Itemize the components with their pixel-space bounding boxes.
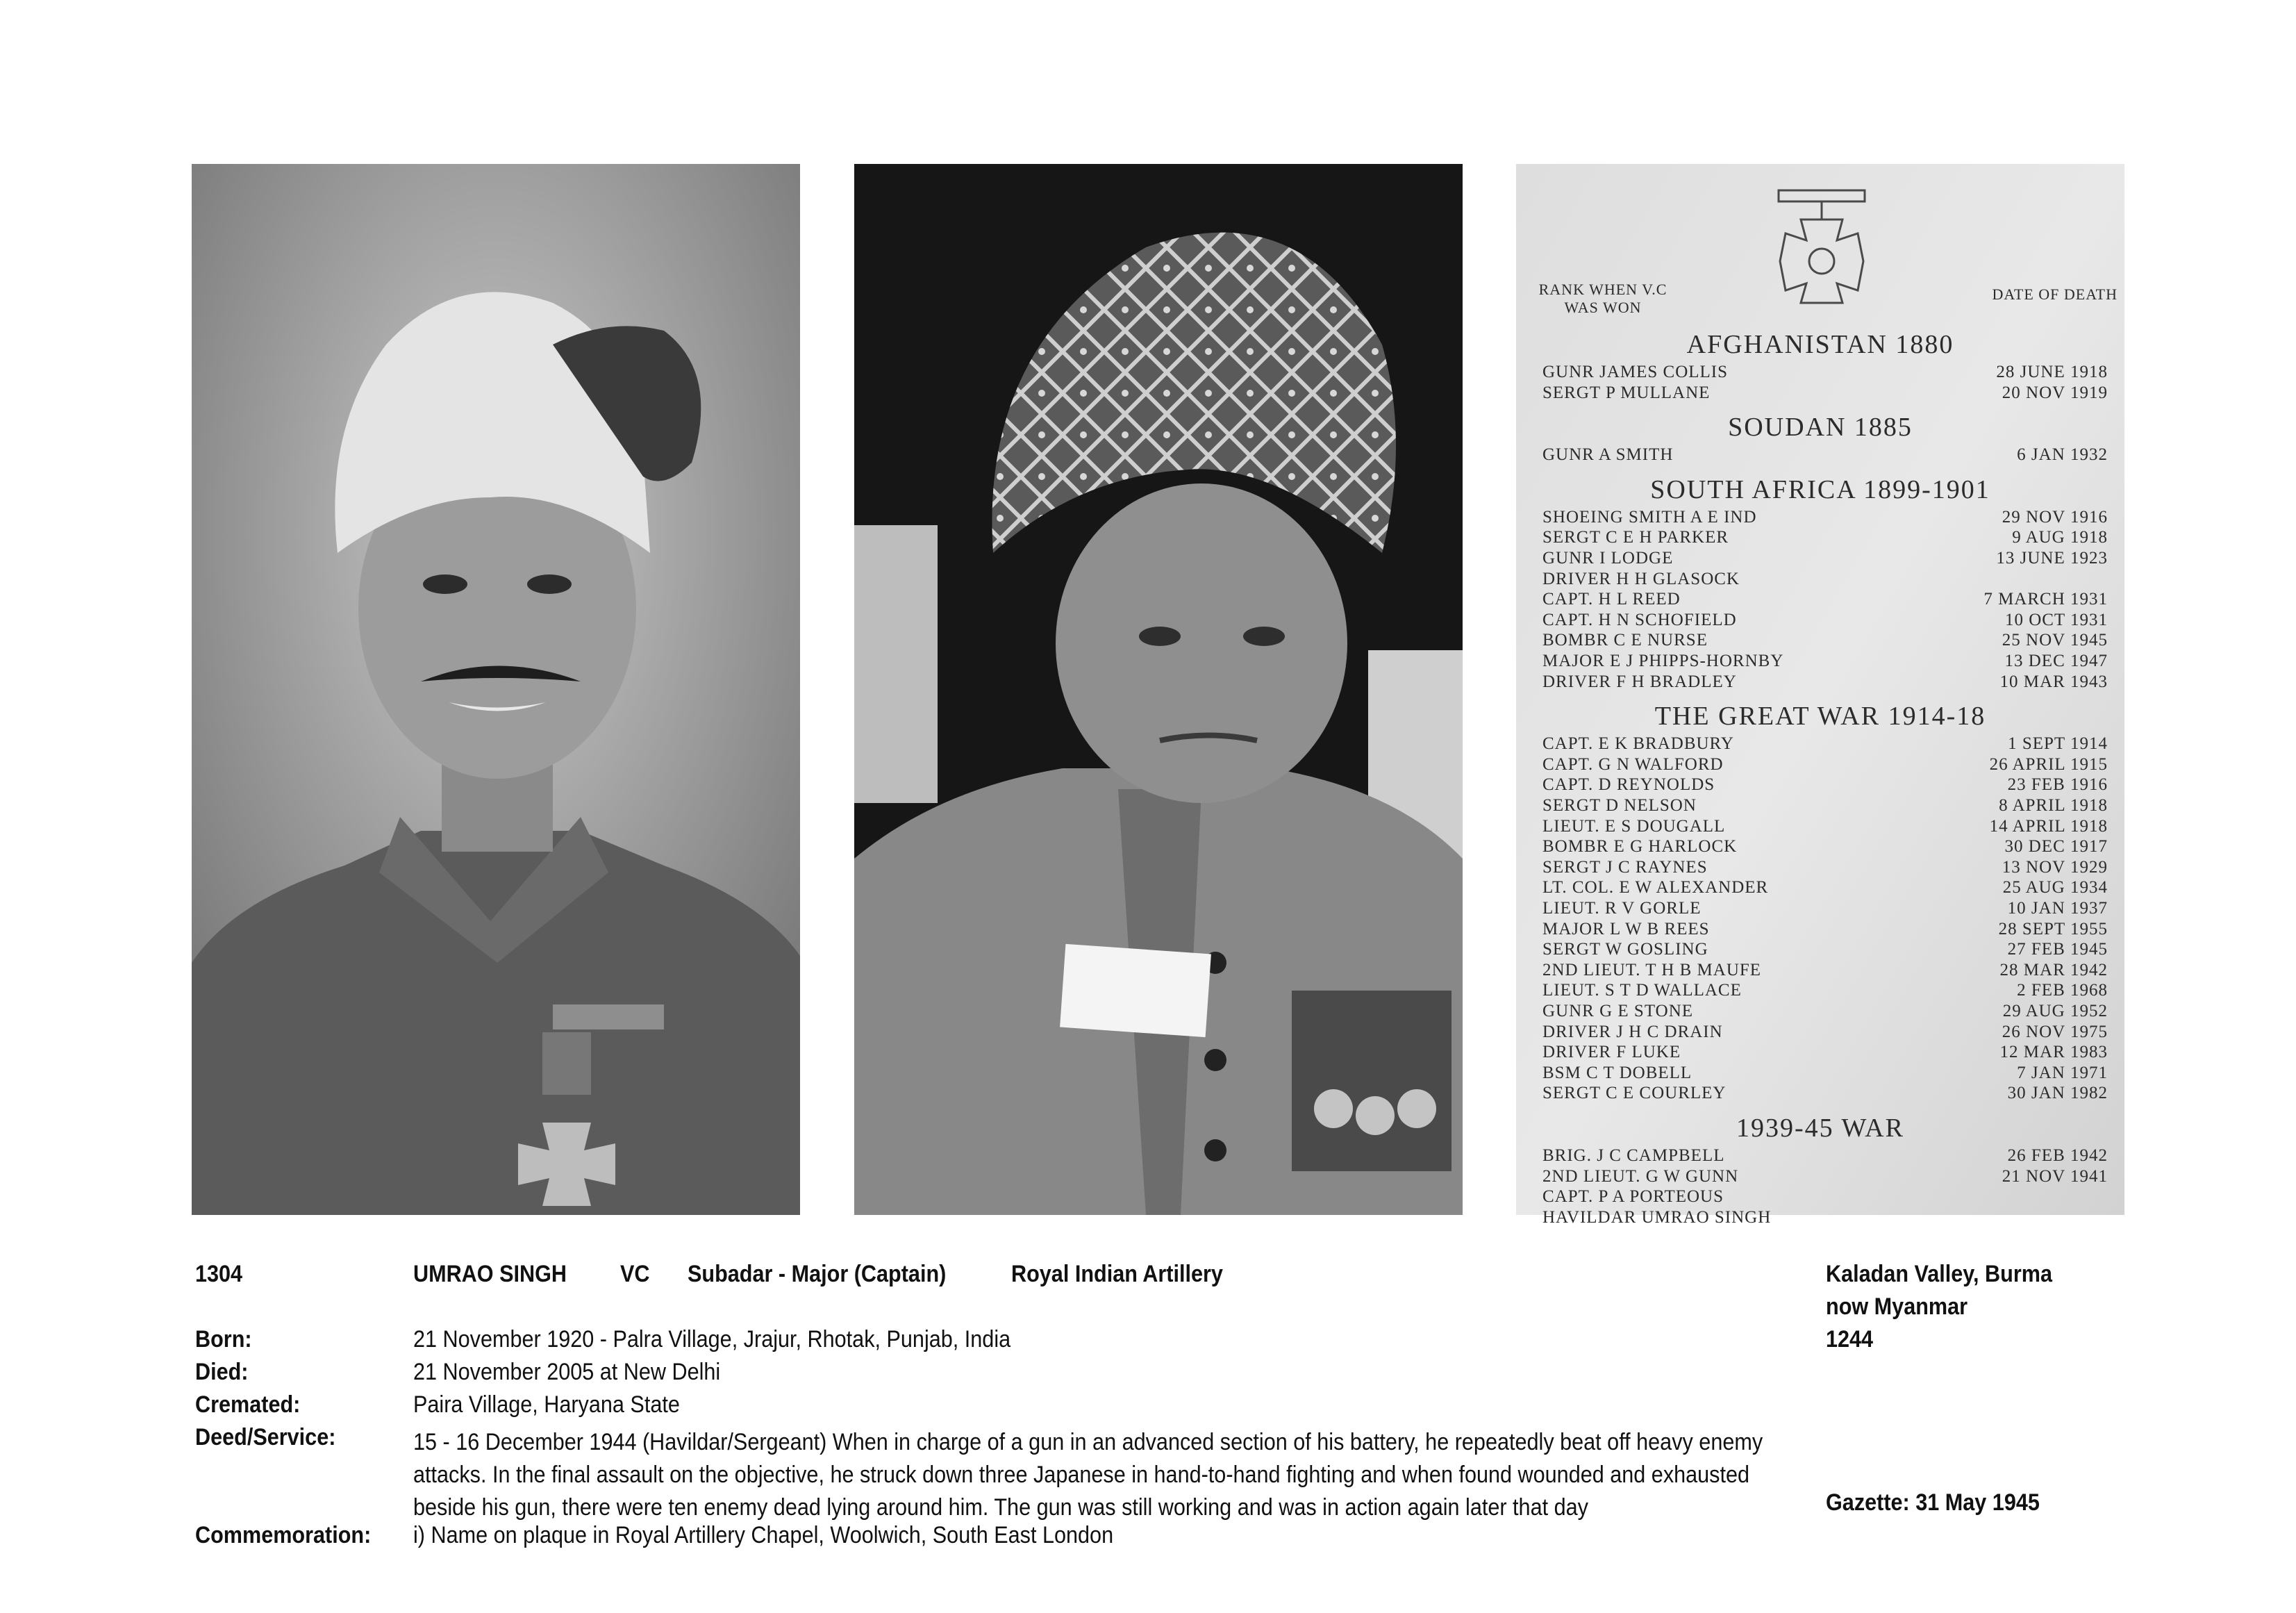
plaque-entry <box>1542 796 2108 817</box>
plaque-entry-name: LT. COL. E W ALEXANDER <box>1542 878 1769 898</box>
plaque-entry-date: 14 APRIL 1918 <box>1989 816 2108 836</box>
plaque-entry-name: DRIVER F LUKE <box>1542 1043 1681 1062</box>
plaque-entry-date: 7 MARCH 1931 <box>1983 590 2108 609</box>
plaque-entry <box>1542 755 2108 776</box>
plaque-entry-name: SHOEING SMITH A E IND <box>1542 507 1757 527</box>
plaque-entry-name: CAPT. E K BRADBURY <box>1542 734 1734 754</box>
plaque-entry <box>1542 837 2108 858</box>
plaque-entry-date: 27 FEB 1945 <box>2007 940 2108 959</box>
plaque-entry-name: BOMBR E G HARLOCK <box>1542 837 1738 857</box>
plaque-entry-date: 28 SEPT 1955 <box>1998 919 2108 938</box>
born-value: 21 November 1920 - Palra Village, Jrajur, Rhotak, Punjab, India <box>413 1326 1011 1353</box>
plaque-entry-date: 25 AUG 1934 <box>2002 878 2108 898</box>
plaque-section-title: SOUDAN 1885 <box>1728 413 1913 442</box>
plaque-section-title: 1939-45 WAR <box>1736 1114 1904 1143</box>
plaque-entry-date: 29 AUG 1952 <box>2002 1002 2108 1020</box>
plaque-entry <box>1542 940 2108 961</box>
plaque-header-rank: RANK WHEN V.C WAS WON <box>1538 281 1667 316</box>
plaque-entry-name: BRIG. J C CAMPBELL <box>1542 1146 1725 1165</box>
cremated-label: Cremated: <box>195 1391 301 1418</box>
deed-text <box>413 1426 1795 1524</box>
plaque-entry-date: 10 OCT 1931 <box>2004 610 2108 629</box>
plaque-inscription <box>1516 164 2124 1227</box>
plaque-entry-date: 6 JAN 1932 <box>2017 445 2108 465</box>
plaque-entry-date: 1 SEPT 1914 <box>2008 734 2108 754</box>
plaque-entry-name: DRIVER F H BRADLEY <box>1542 672 1737 691</box>
plaque-entry-date: 7 JAN 1971 <box>2017 1063 2108 1082</box>
plaque-entry <box>1542 878 2108 899</box>
plaque-entry-name: SERGT C E H PARKER <box>1542 528 1729 547</box>
plaque-entry <box>1542 1023 2108 1043</box>
plaque-entry <box>1542 549 2108 570</box>
plaque-entry-name: 2ND LIEUT. G W GUNN <box>1542 1166 1739 1186</box>
plaque-entry-name: GUNR JAMES COLLIS <box>1542 363 1729 381</box>
plaque-entry-date: 9 AUG 1918 <box>2012 528 2108 547</box>
plaque-section-title: THE GREAT WAR 1914-18 <box>1654 702 1986 731</box>
plaque-entry-date: 13 DEC 1947 <box>2004 652 2108 670</box>
plaque-entry-name: LIEUT. R V GORLE <box>1542 899 1702 918</box>
plaque-entry-date: 28 JUNE 1918 <box>1996 363 2108 381</box>
plaque-entry-date: 26 APRIL 1915 <box>1989 754 2108 774</box>
plaque-entry-date: 28 MAR 1942 <box>1999 960 2108 979</box>
record-number: 1304 <box>195 1261 243 1287</box>
deed-line: beside his gun, there were ten enemy dead lying around him. The gun was still working and was in action again later that day <box>413 1494 1588 1521</box>
plaque-header-date: DATE OF DEATH <box>1992 286 2118 303</box>
plaque-entry-date: 10 JAN 1937 <box>2007 899 2108 918</box>
plaque-entry-date: 20 NOV 1919 <box>2002 383 2108 402</box>
plaque-entry-date: 30 JAN 1982 <box>2007 1084 2108 1103</box>
cremated-value: Paira Village, Haryana State <box>413 1391 680 1418</box>
plaque-entry <box>1542 383 2108 404</box>
plaque-entry-name: GUNR I LODGE <box>1542 549 1674 568</box>
plaque-entry <box>1542 1208 2108 1229</box>
plaque-entry-name: SERGT W GOSLING <box>1542 940 1708 959</box>
plaque-entry-name: CAPT. G N WALFORD <box>1542 754 1724 774</box>
plaque-entry-date: 13 NOV 1929 <box>2002 857 2108 877</box>
deed-line: 15 - 16 December 1944 (Havildar/Sergeant) When in charge of a gun in an advanced section of his battery, he repeatedly beat off heavy enemy <box>413 1429 1763 1455</box>
plaque-entry-date: 26 NOV 1975 <box>2002 1022 2108 1041</box>
plaque-entry <box>1542 1146 2108 1167</box>
plaque-entry <box>1542 631 2108 652</box>
plaque-section-title: SOUTH AFRICA 1899-1901 <box>1650 474 1990 504</box>
plaque-entry <box>1542 652 2108 672</box>
plaque-entry-name: SERGT C E COURLEY <box>1542 1084 1727 1103</box>
plaque-entry-name: LIEUT. E S DOUGALL <box>1542 816 1726 836</box>
plaque-entry <box>1542 1084 2108 1105</box>
plaque-entry-name: 2ND LIEUT. T H B MAUFE <box>1542 960 1762 979</box>
recipient-name: UMRAO SINGH <box>413 1261 567 1287</box>
rank-title: Subadar - Major (Captain) <box>688 1261 947 1287</box>
gazette-date: Gazette: 31 May 1945 <box>1826 1489 2040 1516</box>
plaque-entry-date: 26 FEB 1942 <box>2007 1146 2108 1165</box>
plaque-entry-name: BOMBR C E NURSE <box>1542 631 1708 650</box>
deed-line: attacks. In the final assault on the objective, he struck down three Japanese in hand-to-hand fighting and when found wounded and exhausted <box>413 1462 1750 1488</box>
plaque-entry <box>1542 611 2108 631</box>
plaque-entry-name: DRIVER J H C DRAIN <box>1542 1022 1723 1041</box>
died-label: Died: <box>195 1359 249 1385</box>
deed-label: Deed/Service: <box>195 1424 336 1450</box>
plaque-entry-name: CAPT. H L REED <box>1542 590 1681 609</box>
plaque-entry <box>1542 1167 2108 1188</box>
plaque-entry-name: GUNR A SMITH <box>1542 445 1674 465</box>
memorial-plaque-photo <box>1516 164 2124 1227</box>
commemoration-label: Commemoration: <box>195 1522 372 1548</box>
unit-name: Royal Indian Artillery <box>1011 1261 1223 1287</box>
location-line1: Kaladan Valley, Burma <box>1826 1261 2052 1287</box>
plaque-entry-name: BSM C T DOBELL <box>1542 1063 1692 1082</box>
plaque-entry-date: 12 MAR 1983 <box>1999 1043 2108 1062</box>
plaque-entry-name: LIEUT. S T D WALLACE <box>1542 981 1742 1000</box>
plaque-entry-name: MAJOR L W B REES <box>1542 919 1710 938</box>
plaque-entry <box>1542 363 2108 383</box>
award-name: VC <box>620 1261 650 1287</box>
plaque-entry-name: DRIVER H H GLASOCK <box>1542 569 1740 588</box>
plaque-entry <box>1542 590 2108 611</box>
plaque-entry-date: 10 MAR 1943 <box>1999 672 2108 691</box>
plaque-entry <box>1542 508 2108 529</box>
location-line2: now Myanmar <box>1826 1293 1968 1320</box>
plaque-entry <box>1542 672 2108 693</box>
plaque-entry-date: 25 NOV 1945 <box>2002 631 2108 650</box>
plaque-entry-date: 30 DEC 1917 <box>2004 837 2108 857</box>
plaque-entry-date: 29 NOV 1916 <box>2002 507 2108 527</box>
plaque-entry-name: GUNR G E STONE <box>1542 1002 1694 1020</box>
plaque-entry <box>1542 570 2108 590</box>
plaque-entry <box>1542 961 2108 982</box>
plaque-entry <box>1542 1187 2108 1208</box>
plaque-entry-name: SERGT D NELSON <box>1542 796 1697 815</box>
born-label: Born: <box>195 1326 252 1353</box>
portrait-elderly-photo <box>854 164 1463 1215</box>
plaque-entry <box>1542 445 2108 466</box>
plaque-entry-name: CAPT. P A PORTEOUS <box>1542 1187 1724 1207</box>
plaque-entry-name: SERGT J C RAYNES <box>1542 857 1708 877</box>
plaque-entry <box>1542 1002 2108 1023</box>
plaque-entry-name: SERGT P MULLANE <box>1542 383 1711 402</box>
plaque-entry-date: 8 APRIL 1918 <box>1999 796 2108 815</box>
plaque-entry-name: CAPT. H N SCHOFIELD <box>1542 610 1737 629</box>
plaque-entry <box>1542 775 2108 796</box>
commemoration-value: i) Name on plaque in Royal Artillery Chapel, Woolwich, South East London <box>413 1522 1114 1548</box>
plaque-entry <box>1542 734 2108 755</box>
location-number: 1244 <box>1826 1326 1874 1353</box>
plaque-entry-date: 23 FEB 1916 <box>2007 775 2108 795</box>
plaque-entry-name: HAVILDAR UMRAO SINGH <box>1542 1207 1772 1227</box>
plaque-entry <box>1542 981 2108 1002</box>
plaque-entry-name: CAPT. D REYNOLDS <box>1542 775 1715 795</box>
plaque-entry-date: 13 JUNE 1923 <box>1996 549 2108 568</box>
plaque-section-title: AFGHANISTAN 1880 <box>1686 330 1954 359</box>
plaque-entry <box>1542 1043 2108 1064</box>
plaque-entry <box>1542 1064 2108 1084</box>
plaque-entry <box>1542 817 2108 838</box>
plaque-entry-date: 21 NOV 1941 <box>2002 1166 2108 1186</box>
plaque-entry <box>1542 920 2108 941</box>
portrait-young-photo <box>192 164 800 1215</box>
plaque-entry <box>1542 858 2108 879</box>
died-value: 21 November 2005 at New Delhi <box>413 1359 721 1385</box>
plaque-entry-date: 2 FEB 1968 <box>2017 981 2108 1000</box>
plaque-entry <box>1542 528 2108 549</box>
plaque-entry-name: MAJOR E J PHIPPS-HORNBY <box>1542 652 1784 670</box>
plaque-entry <box>1542 899 2108 920</box>
